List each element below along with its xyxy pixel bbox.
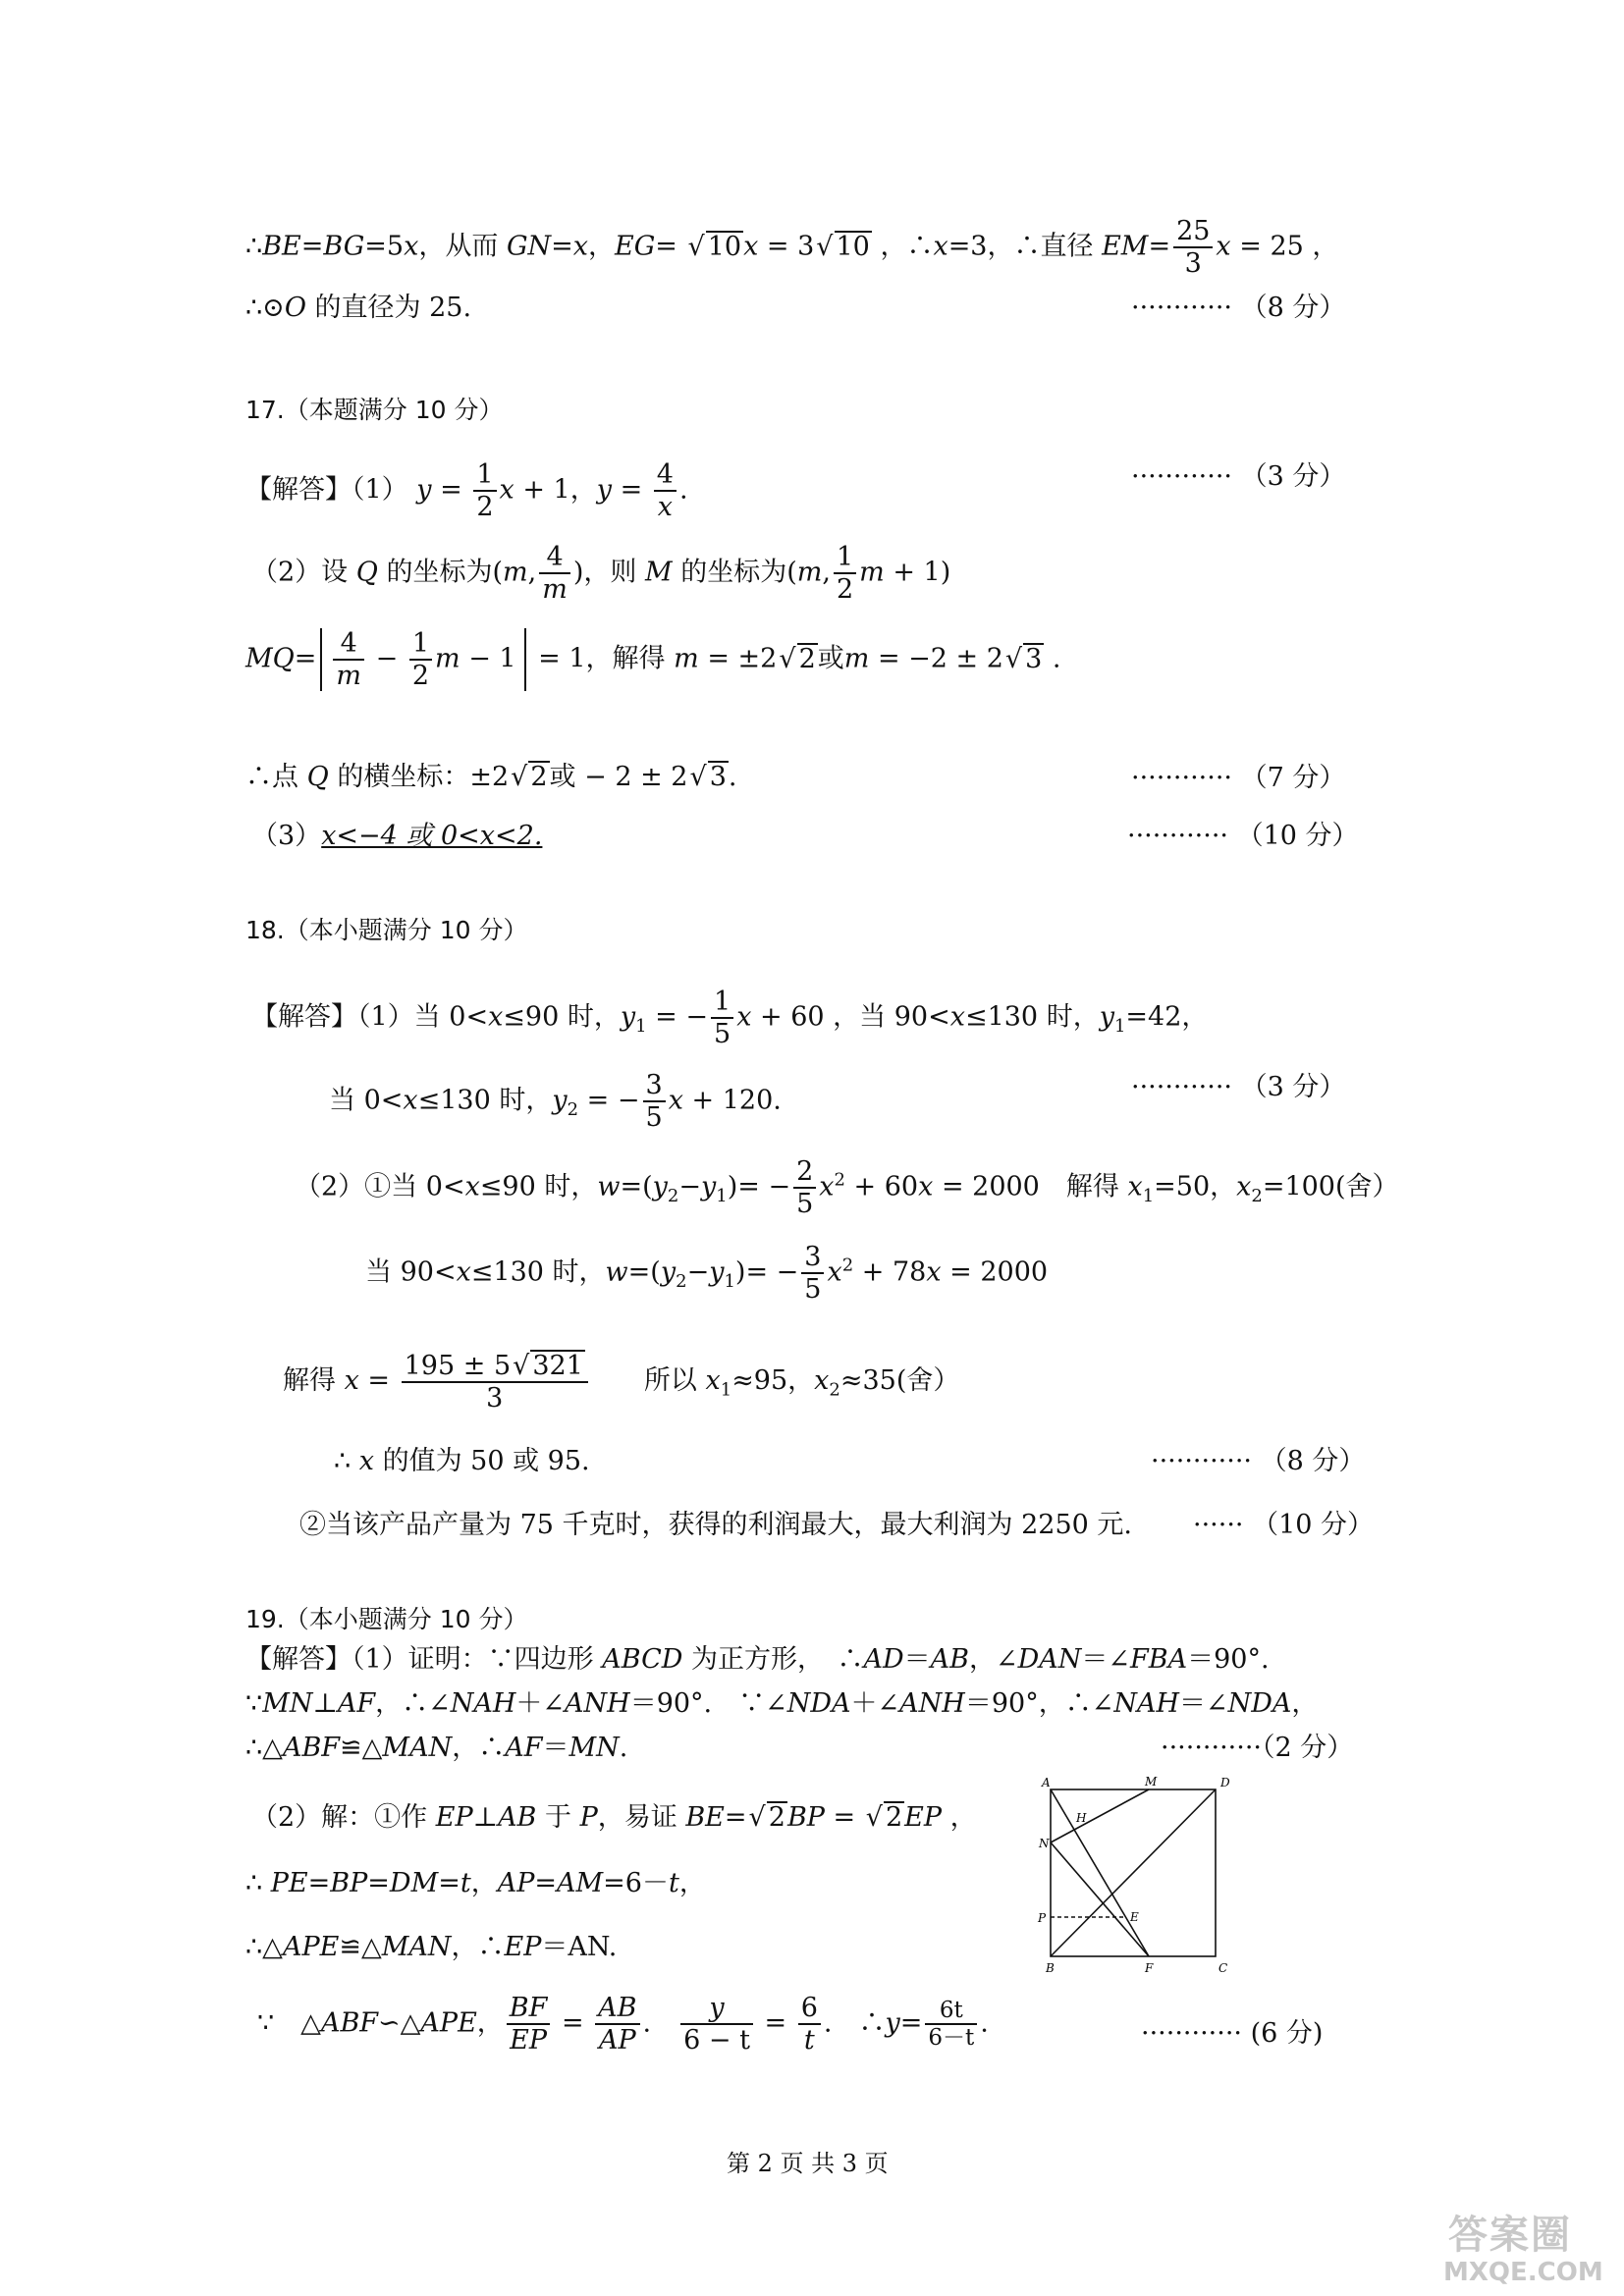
- fraction-25-3: $\frac{25}{3}$: [1173, 216, 1213, 279]
- p18-score-3: ············ （3 分）: [1131, 1072, 1346, 1102]
- p18-line-1: 【解答】（1）当 0<x≤90 时，$y_1$ = − $\frac{1}{5}$ x + 60 ，当 90<x≤130 时，$y_1=42$，: [251, 987, 1209, 1050]
- p17-score-1: ············ （3 分）: [1131, 461, 1346, 492]
- label-m: M: [1145, 1775, 1158, 1789]
- p16-score: ············ （8 分）: [1131, 293, 1346, 323]
- p19-line-5: ∴ PE=BP=DM=t，AP=AM=6－t，: [245, 1868, 706, 1898]
- label-b: B: [1046, 1961, 1055, 1975]
- p18-line-6: ∴ x 的值为 50 或 95.: [334, 1446, 590, 1476]
- p18-line-7: ②当该产品产量为 75 千克时，获得的利润最大，最大利润为 2250 元.: [299, 1510, 1132, 1540]
- label-n: N: [1039, 1837, 1050, 1850]
- p19-line-7: ∵ △ABF∽△APE， $\frac{BF}{EP}$ = $\frac{AB}{AP}$ . $\frac{y}{6 - t}$ = $\frac{6}{t}$ . ∴y= $\frac{6t}{6-t}$ .: [257, 1993, 989, 2056]
- fraction-root-321: $\frac{195 \pm 5√ 321}{3}$: [402, 1350, 588, 1414]
- p18-line-2: 当 0<x≤130 时，$y_2$ = − $\frac{3}{5}$ x + 120.: [329, 1070, 782, 1134]
- segment-n-f: [1051, 1842, 1149, 1956]
- p17-line-4: ∴点 Q 的横坐标：±2√ 2或 − 2 ± 2√ 3.: [245, 762, 737, 792]
- label-p: P: [1038, 1911, 1047, 1925]
- p17-score-10: ············ （10 分）: [1127, 821, 1359, 851]
- p18-line-5: 解得 x = $\frac{195 \pm 5√ 321}{3}$ 所以 $x_1\approx 95$，$x_2\approx 35$(舍）: [283, 1351, 960, 1415]
- p19-line-3: ∴△ABF≌△MAN，∴AF＝MN.: [245, 1733, 628, 1763]
- p16-line-2: ∴⊙O 的直径为 25.: [245, 293, 472, 323]
- p19-line-6: ∴△APE≌△MAN，∴EP＝AN.: [245, 1932, 618, 1962]
- p19-line-4: （2）解：①作 EP⊥AB 于 P，易证 BE=√ 2BP = √ 2EP ，: [251, 1802, 977, 1833]
- p18-title: 18.（本小题满分 10 分）: [245, 916, 528, 944]
- p19-score-6: ············ (6 分): [1141, 2018, 1324, 2049]
- label-f: F: [1145, 1961, 1154, 1975]
- label-e: E: [1130, 1910, 1139, 1924]
- p19-score-2: ············（2 分）: [1161, 1733, 1354, 1763]
- watermark-logo: 答案圈: [1448, 2213, 1572, 2258]
- p17-score-7: ············ （7 分）: [1131, 763, 1346, 793]
- p18-line-4: 当 90<x≤130 时，$w=(y_2-y_1)=$ − $\frac{3}{5}$ $x^2 + 78x = 2000$: [365, 1242, 1049, 1306]
- p19-line-2: ∵MN⊥AF，∴∠NAH＋∠ANH＝90°. ∵∠NDA＋∠ANH＝90°，∴∠NAH＝∠NDA，: [245, 1688, 1319, 1719]
- square-abcd-figure: [1026, 1772, 1247, 1983]
- page-footer: 第 2 页 共 3 页: [727, 2150, 889, 2177]
- label-d: D: [1220, 1776, 1230, 1789]
- p17-title: 17.（本题满分 10 分）: [245, 396, 504, 424]
- label-c: C: [1218, 1961, 1228, 1975]
- p17-line-2: （2）设 Q 的坐标为(m, $\frac{4}{m}$ )，则 M 的坐标为(m, $\frac{1}{2}$ m + 1): [251, 542, 951, 606]
- p19-line-1: 【解答】（1）证明：∵四边形 ABCD 为正方形， ∴AD＝AB，∠DAN＝∠FBA＝90°.: [245, 1644, 1270, 1675]
- p17-line-1: 【解答】（1） y = $\frac{1}{2}$ x + 1，y = $\frac{4}{x}$ .: [245, 459, 688, 523]
- absolute-value: $\frac{4}{m}$ − $\frac{1}{2}$ m − 1: [320, 628, 525, 691]
- p16-line-1: ∴BE=BG=5x，从而 GN=x，EG= √ 10x = 3√ 10 ，∴x=3，∴直径 EM= $\frac{25}{3}$ x = 25 ，: [245, 216, 1339, 280]
- label-a: A: [1042, 1776, 1051, 1789]
- p17-line-5: （3）x<−4 或 0<x<2.: [251, 821, 543, 851]
- p18-score-8: ············ （8 分）: [1151, 1446, 1366, 1476]
- p18-line-3: （2）①当 0<x≤90 时，$w=(y_2-y_1)=$ − $\frac{2}{5}$ $x^2 + 60x = 2000$ 解得 $x_1=50$，$x_2=100$(舍）: [295, 1156, 1399, 1220]
- p18-score-10: ······ （10 分）: [1193, 1510, 1375, 1540]
- watermark-url: MXQE.COM: [1443, 2258, 1603, 2287]
- p19-title: 19.（本小题满分 10 分）: [245, 1605, 528, 1633]
- label-h: H: [1076, 1811, 1087, 1825]
- p17-line-3: MQ= $\frac{4}{m}$ − $\frac{1}{2}$ m − 1 = 1，解得 m = ±2√ 2或m = −2 ± 2√ 3 .: [245, 628, 1061, 692]
